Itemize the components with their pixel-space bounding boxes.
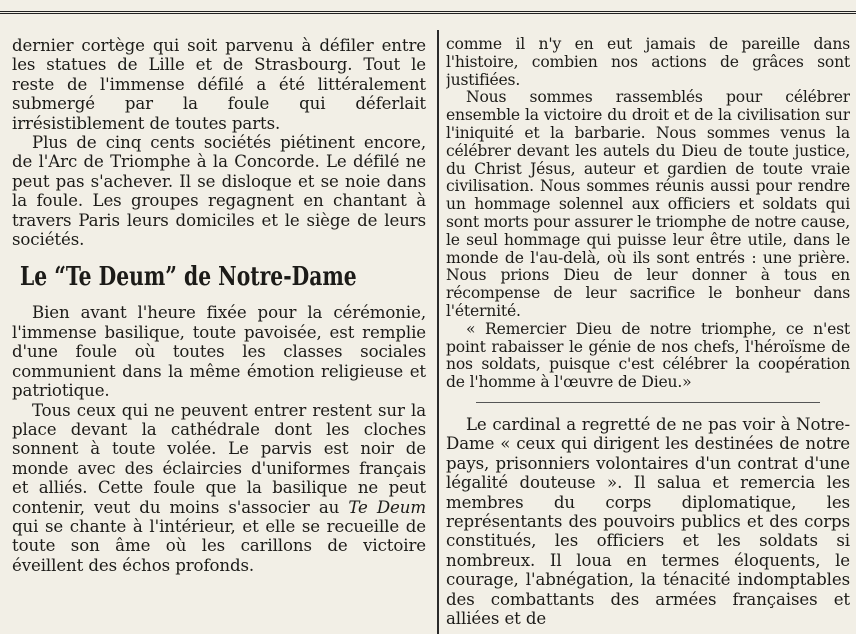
left-paragraph-1: dernier cortège qui soit parvenu à défiler entre les statues de Lille et de Strasbourg. Tout le reste de l'immense défilé a été littéralement submergé par la foule qui déferlait irrésistiblement de toutes parts. bbox=[12, 36, 426, 133]
right-paragraph-2: Nous sommes rassemblés pour célébrer ensemble la victoire du droit et de la civilisation sur l'iniquité et la barbarie. Nous sommes venus la célébrer devant les autels du Dieu de toute justice, du Christ Jésus, auteur et gardien de toute vraie civilisation. Nous sommes réunis aussi pour rendre un hommage solennel aux officiers et soldats qui sont morts pour assurer le triomphe de notre cause, le seul hommage qui puisse leur être utile, dans le monde de l'au-delà, où ils sont entrés : une prière. Nous prions Dieu de leur donner à tous en récompense de leur sacrifice le bonheur dans l'éternité. bbox=[446, 88, 850, 320]
right-paragraph-1: comme il n'y en eut jamais de pareille dans l'histoire, combien nos actions de grâces sont justifiées. bbox=[446, 36, 850, 89]
right-column bbox=[446, 36, 850, 634]
top-border-rule bbox=[0, 0, 856, 14]
paragraph-divider bbox=[476, 402, 820, 403]
right-paragraph-4: Le cardinal a regretté de ne pas voir à Notre-Dame « ceux qui dirigent les destinées de notre pays, prisonniers volontaires d'un contrat d'une légalité douteuse ». Il salua et remercia les membres du corps diplomatique, les représentants des pouvoirs publics et des corps constitués, les officiers et les soldats si nombreux. Il loua en termes éloquents, le courage, l'abnégation, la ténacité indomptables des combattants des armées françaises et alliées et de bbox=[446, 414, 850, 628]
left-paragraph-4-text-a: Tous ceux qui ne peuvent entrer restent sur la place devant la cathédrale dont les cloches sonnent à toute volée. Le parvis est noir de monde avec des éclaircies d'uniformes français et alliés. Cette foule que la basilique ne peut contenir, veut du moins s'associer au bbox=[12, 400, 426, 517]
left-column bbox=[12, 36, 426, 634]
column-divider bbox=[437, 30, 439, 634]
right-paragraph-3: « Remercier Dieu de notre triomphe, ce n'est point rabaisser le génie de nos chefs, l'héroïsme de nos soldats, puisque c'est célébrer la coopération de l'homme à l'œuvre de Dieu.» bbox=[446, 319, 850, 392]
section-heading: Le “Te Deum” de Notre-Dame bbox=[20, 262, 357, 293]
left-paragraph-4 bbox=[12, 401, 426, 576]
left-paragraph-2: Plus de cinq cents sociétés piétinent encore, de l'Arc de Triomphe à la Concorde. Le défilé ne peut pas s'achever. Il se disloque et se noie dans la foule. Les groupes regagnent en chantant à travers Paris leurs domiciles et le siège de leurs sociétés. bbox=[12, 133, 426, 250]
left-paragraph-3: Bien avant l'heure fixée pour la cérémonie, l'immense basilique, toute pavoisée, est remplie d'une foule où toutes les classes sociales communient dans la même émotion religieuse et patriotique. bbox=[12, 303, 426, 401]
te-deum-italic: Te Deum bbox=[348, 497, 426, 517]
left-paragraph-4-text-b: qui se chante à l'intérieur, et elle se recueille de toute son âme où les carillons de victoire éveillent des échos profonds. bbox=[12, 516, 426, 575]
